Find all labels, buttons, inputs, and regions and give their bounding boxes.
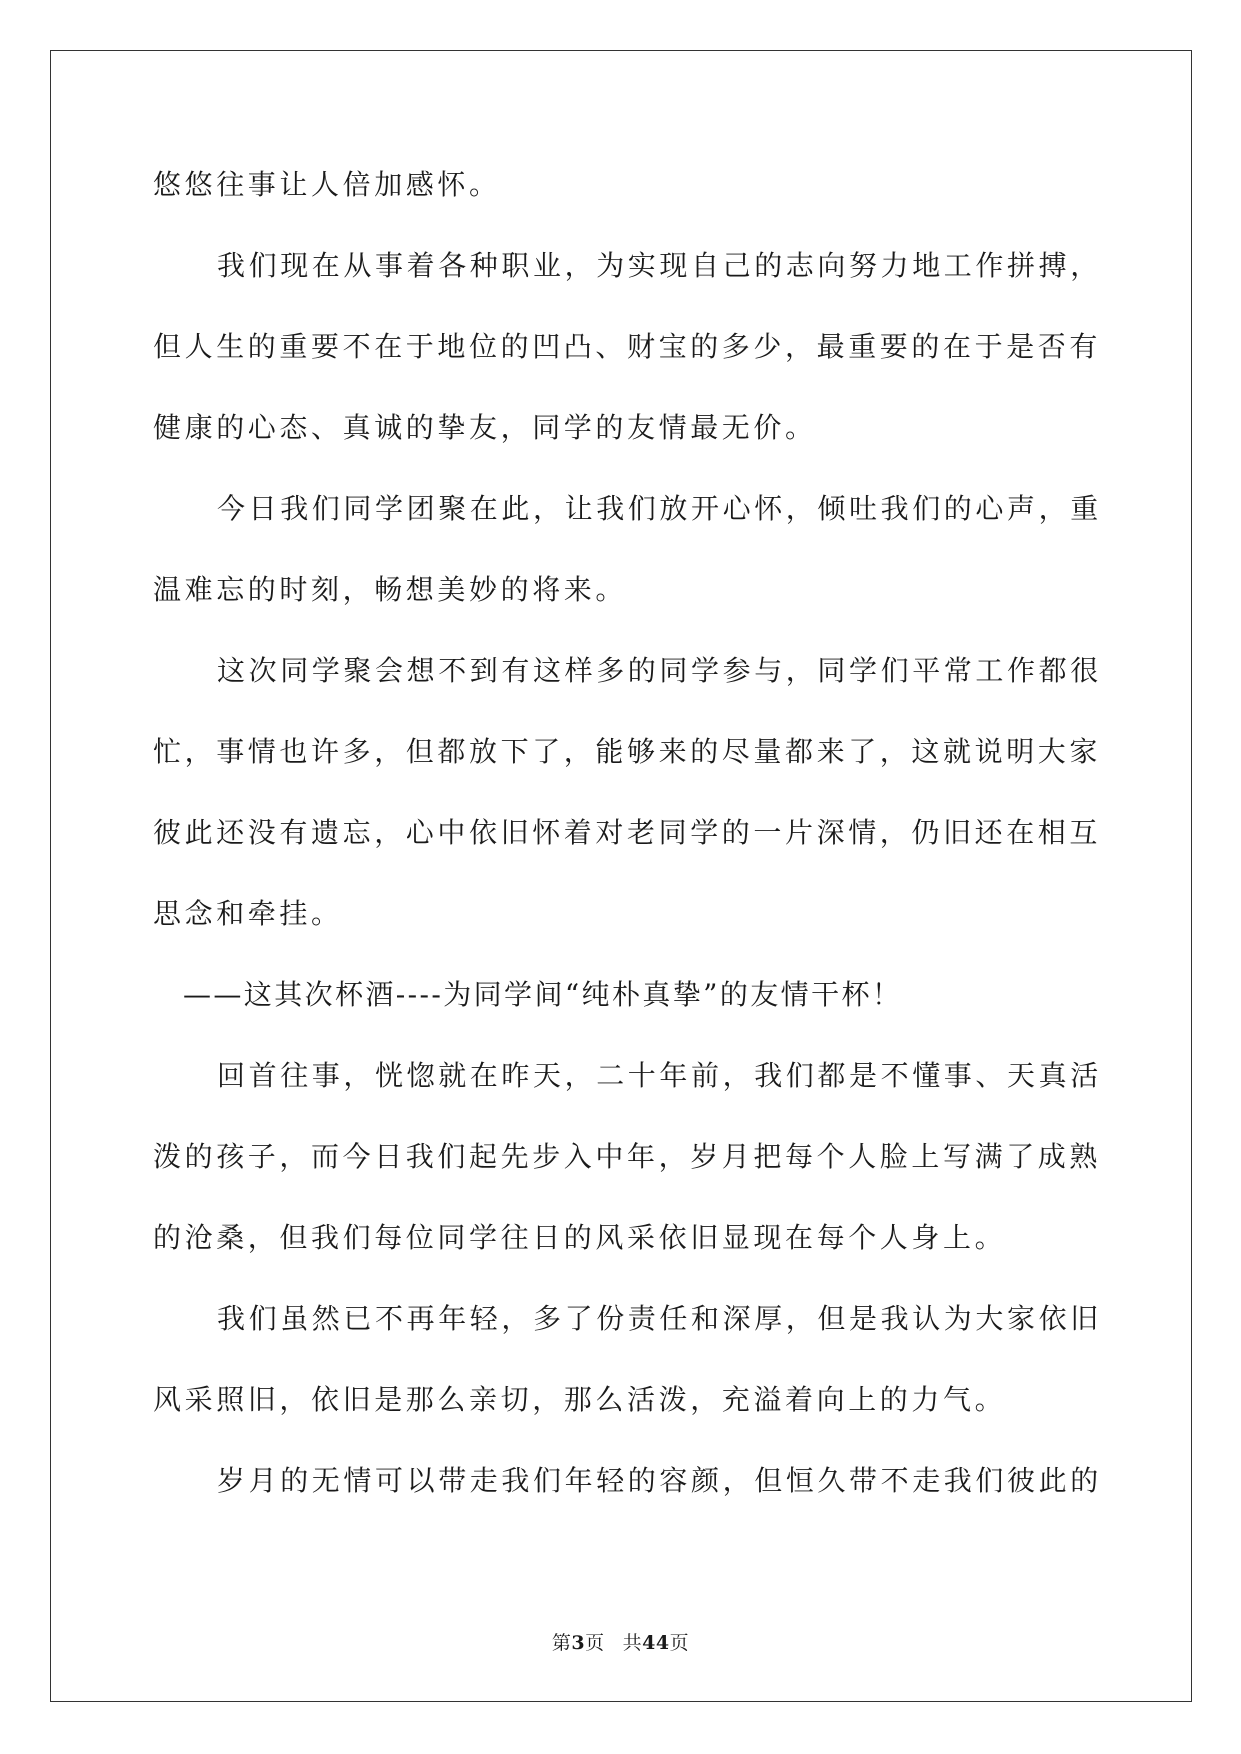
text-line: 悠悠往事让人倍加感怀。	[153, 168, 501, 201]
total-label-prefix: 共	[622, 1632, 643, 1654]
page-number: 3	[571, 1632, 586, 1654]
text-line: 但人生的重要不在于地位的凹凸、财宝的多少，最重要的在于是否有	[153, 330, 1102, 363]
page-label-prefix: 第	[551, 1632, 572, 1654]
text-line: ——这其次杯酒----为同学间“纯朴真挚”的友情干杯！	[183, 978, 903, 1011]
text-line: 今日我们同学团聚在此，让我们放开心怀，倾吐我们的心声，重	[217, 492, 1102, 525]
text-line: 我们现在从事着各种职业，为实现自己的志向努力地工作拼搏，	[217, 249, 1102, 282]
page-label-suffix: 页	[585, 1632, 605, 1654]
text-line: 温难忘的时刻，畅想美妙的将来。	[153, 573, 628, 606]
text-line: 泼的孩子，而今日我们起先步入中年，岁月把每个人脸上写满了成熟	[153, 1140, 1102, 1173]
total-label-suffix: 页	[669, 1632, 690, 1654]
page-footer	[0, 1628, 1241, 1655]
text-line: 这次同学聚会想不到有这样多的同学参与，同学们平常工作都很	[217, 654, 1102, 687]
text-line: 思念和牵挂。	[153, 897, 343, 930]
text-line: 彼此还没有遗忘，心中依旧怀着对老同学的一片深情，仍旧还在相互	[153, 816, 1102, 849]
total-pages: 44	[642, 1632, 670, 1654]
text-line: 的沧桑，但我们每位同学往日的风采依旧显现在每个人身上。	[153, 1221, 1007, 1254]
text-line: 健康的心态、真诚的挚友，同学的友情最无价。	[153, 411, 817, 444]
text-line: 忙，事情也许多，但都放下了，能够来的尽量都来了，这就说明大家	[153, 735, 1102, 768]
text-line: 岁月的无情可以带走我们年轻的容颜，但恒久带不走我们彼此的	[217, 1464, 1102, 1497]
text-line: 风采照旧，依旧是那么亲切，那么活泼，充溢着向上的力气。	[153, 1383, 1007, 1416]
document-body	[153, 165, 1102, 1542]
text-line: 回首往事，恍惚就在昨天，二十年前，我们都是不懂事、天真活	[217, 1059, 1102, 1092]
text-line: 我们虽然已不再年轻，多了份责任和深厚，但是我认为大家依旧	[217, 1302, 1102, 1335]
